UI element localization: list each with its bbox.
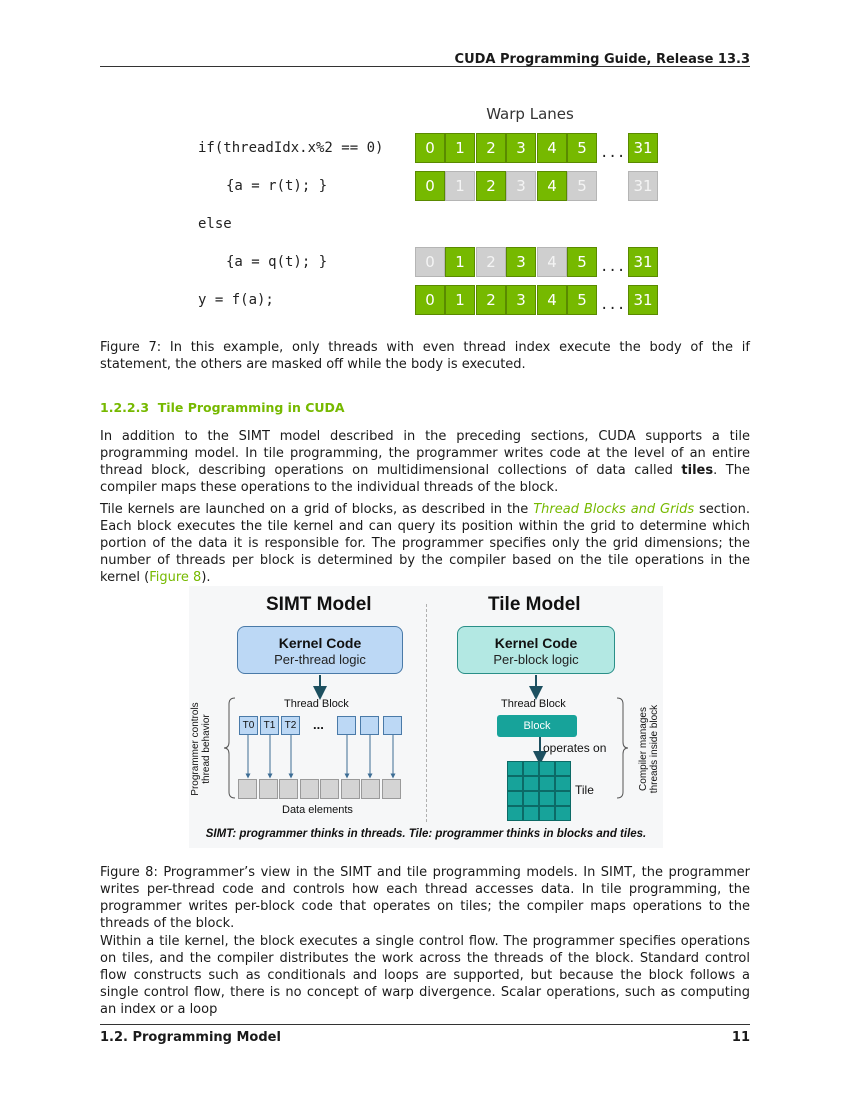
tile-cell	[555, 791, 571, 806]
warp-lane-2: 2	[476, 171, 506, 201]
footer-section: 1.2. Programming Model	[100, 1030, 281, 1045]
tile-cell	[523, 806, 539, 821]
code-line: if(threadIdx.x%2 == 0)	[198, 140, 384, 156]
tile-cell	[523, 791, 539, 806]
tile-cell	[539, 761, 555, 776]
footer-rule	[100, 1024, 750, 1025]
simt-thread-block-label: Thread Block	[284, 698, 349, 710]
warp-lane-3: 3	[506, 285, 536, 315]
lane-ellipsis: ...	[600, 297, 626, 313]
para2-text-a: Tile kernels are launched on a grid of blocks, as described in the	[100, 502, 534, 517]
data-element-cell	[259, 779, 278, 799]
thread-ellipsis: ...	[313, 717, 324, 732]
warp-lane-4: 4	[537, 133, 567, 163]
thread-cell-empty	[383, 716, 402, 735]
tile-label: Tile	[575, 783, 594, 797]
data-elements-label: Data elements	[282, 804, 353, 816]
lane-ellipsis: ...	[600, 259, 626, 275]
thread-cell-t0: T0	[239, 716, 258, 735]
diagram-caption: SIMT: programmer thinks in threads. Tile: programmer thinks in blocks and tiles.	[205, 828, 647, 840]
warp-lane-31: 31	[628, 171, 658, 201]
warp-lane-0: 0	[415, 247, 445, 277]
running-header: CUDA Programming Guide, Release 13.3	[454, 52, 750, 67]
data-element-cell	[279, 779, 298, 799]
data-element-cell	[300, 779, 319, 799]
tile-kernel-title: Kernel Code	[494, 635, 578, 651]
warp-lane-1: 1	[445, 247, 475, 277]
warp-lane-31: 31	[628, 247, 658, 277]
page-number: 11	[731, 1030, 750, 1045]
tile-block: Block	[497, 715, 577, 737]
section-number: 1.2.2.3	[100, 400, 150, 415]
tile-cell	[507, 761, 523, 776]
warp-lane-1: 1	[445, 285, 475, 315]
section-title: Tile Programming in CUDA	[157, 400, 345, 415]
code-line: {a = q(t); }	[226, 254, 328, 270]
para1-text-a: In addition to the SIMT model described in the preceding sections, CUDA supports a tile programming model. In tile programming, the programmer writes code at the level of an entire thread block, describing operations on multidimensional collections of data called	[100, 429, 750, 478]
warp-lane-5: 5	[567, 133, 597, 163]
tile-cell	[507, 776, 523, 791]
para2-text-b: section. Each block executes the tile kernel and can query its position within the grid to determine which portion of the data it is responsible for. The programmer specifies only the grid dimensions; the number of threads per block is determined by the compiler based on the tile operations in the kernel (	[100, 502, 750, 585]
warp-lane-4: 4	[537, 171, 567, 201]
data-element-cell	[382, 779, 401, 799]
simt-vs-tile-diagram	[189, 586, 663, 848]
paragraph-control-flow: Within a tile kernel, the block executes a single control flow. The programmer specifies operations on tiles, and the compiler distributes the work across the threads of the block. Standard control flow constructs such as conditionals and loops are supported, but because the block follows a single control flow, there is no concept of warp divergence. Scalar operations, such as computing an index or a loop	[100, 934, 750, 1017]
thread-cell-empty	[337, 716, 356, 735]
tile-model-title: Tile Model	[488, 594, 581, 615]
warp-lane-3: 3	[506, 247, 536, 277]
para2-text-c: ).	[201, 570, 211, 585]
warp-lane-2: 2	[476, 285, 506, 315]
code-line: {a = r(t); }	[226, 178, 328, 194]
tile-cell	[539, 806, 555, 821]
right-brace	[617, 698, 628, 798]
section-heading	[100, 400, 345, 415]
code-line: else	[198, 216, 232, 232]
tile-cell	[555, 776, 571, 791]
code-line: y = f(a);	[198, 292, 274, 308]
warp-lanes-title: Warp Lanes	[486, 105, 574, 123]
tile-cell	[523, 776, 539, 791]
data-element-cell	[320, 779, 339, 799]
warp-lane-3: 3	[506, 171, 536, 201]
simt-kernel-sub: Per-thread logic	[274, 652, 366, 667]
figure7-caption: Figure 7: In this example, only threads with even thread index execute the body of the if statement, the others are masked off while the body is executed.	[100, 340, 750, 372]
tile-cell	[507, 791, 523, 806]
warp-lane-5: 5	[567, 171, 597, 201]
warp-lane-5: 5	[567, 247, 597, 277]
programmer-controls-label: Programmer controls thread behavior	[190, 702, 212, 796]
warp-lane-1: 1	[445, 171, 475, 201]
warp-lane-0: 0	[415, 133, 445, 163]
tile-cell	[539, 791, 555, 806]
data-element-cell	[361, 779, 380, 799]
warp-lane-4: 4	[537, 247, 567, 277]
warp-lane-3: 3	[506, 133, 536, 163]
tile-kernel-sub: Per-block logic	[493, 652, 579, 667]
header-rule	[100, 66, 750, 67]
data-element-cell	[341, 779, 360, 799]
warp-lane-31: 31	[628, 285, 658, 315]
warp-lane-5: 5	[567, 285, 597, 315]
thread-cell-t1: T1	[260, 716, 279, 735]
simt-model-title: SIMT Model	[266, 594, 372, 615]
paragraph-tile-kernels	[100, 501, 750, 586]
compiler-manages-label: Compiler manages threads inside block	[638, 704, 660, 794]
tile-cell	[555, 806, 571, 821]
warp-lane-4: 4	[537, 285, 567, 315]
paragraph-tile-intro	[100, 428, 750, 496]
data-element-cell	[238, 779, 257, 799]
warp-lane-2: 2	[476, 133, 506, 163]
warp-lane-0: 0	[415, 171, 445, 201]
warp-lane-0: 0	[415, 285, 445, 315]
tile-cell	[539, 776, 555, 791]
thread-blocks-link[interactable]: Thread Blocks and Grids	[533, 502, 695, 517]
figure8-caption: Figure 8: Programmer’s view in the SIMT and tile programming models. In SIMT, the programmer writes per-thread code and controls how each thread accesses data. In tile programming, the programmer writes per-block code that operates on tiles; the compiler maps operations to the threads of the block.	[100, 865, 750, 931]
tile-cell	[555, 761, 571, 776]
warp-lane-31: 31	[628, 133, 658, 163]
lane-ellipsis: ...	[600, 145, 626, 161]
warp-lane-2: 2	[476, 247, 506, 277]
thread-cell-empty	[360, 716, 379, 735]
simt-kernel-title: Kernel Code	[278, 635, 362, 651]
tile-cell	[507, 806, 523, 821]
tile-thread-block-label: Thread Block	[501, 698, 566, 710]
tile-cell	[523, 761, 539, 776]
thread-cell-t2: T2	[281, 716, 300, 735]
warp-lane-1: 1	[445, 133, 475, 163]
para1-bold-tiles: tiles	[681, 463, 714, 478]
figure8-ref-link[interactable]: Figure 8	[149, 570, 202, 585]
left-brace	[224, 698, 235, 798]
para1-text-b: . The compiler maps these operations to the individual threads of the block.	[100, 463, 750, 495]
operates-on-label: operates on	[543, 741, 607, 755]
